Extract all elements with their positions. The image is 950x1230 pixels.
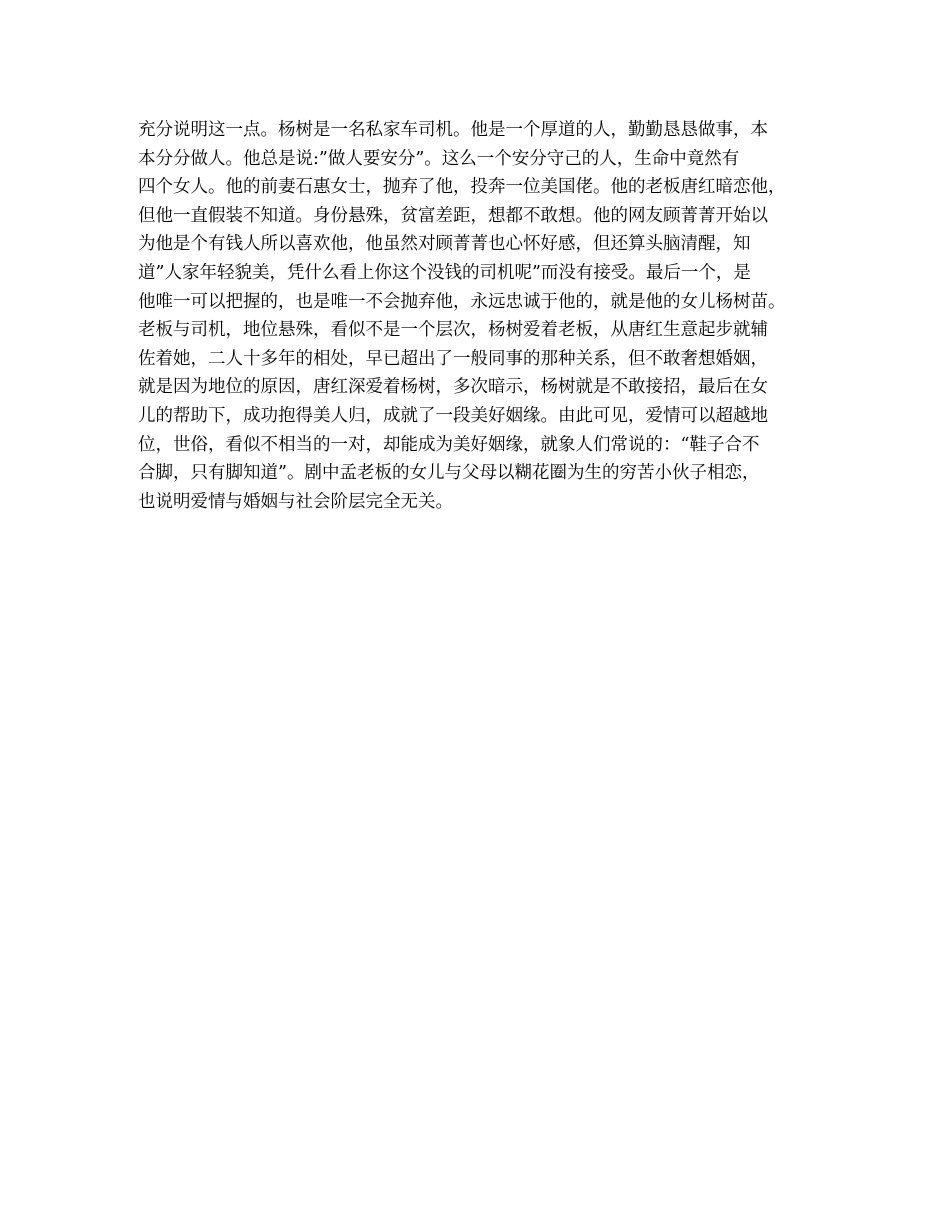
text-line: 也说明爱情与婚姻与社会阶层完全无关。 bbox=[138, 491, 453, 512]
text-line: 位，世俗，看似不相当的一对，却能成为美好姻缘，就象人们常说的：“鞋子合不 bbox=[138, 434, 760, 455]
body-paragraph bbox=[138, 116, 828, 516]
text-line: 佐着她，二人十多年的相处，早已超出了一般同事的那种关系，但不敢奢想婚姻， bbox=[138, 348, 768, 369]
text-line: 老板与司机，地位悬殊，看似不是一个层次，杨树爱着老板，从唐红生意起步就辅 bbox=[138, 320, 768, 341]
text-line: 本分分做人。他总是说:”做人要安分”。这么一个安分守己的人，生命中竟然有 bbox=[138, 148, 740, 169]
text-line: 儿的帮助下，成功抱得美人归，成就了一段美好姻缘。由此可见，爱情可以超越地 bbox=[138, 405, 768, 426]
text-line: 四个女人。他的前妻石惠女士，抛弃了他，投奔一位美国佬。他的老板唐红暗恋他， bbox=[138, 177, 786, 198]
text-line: 就是因为地位的原因，唐红深爱着杨树，多次暗示，杨树就是不敢接招，最后在女 bbox=[138, 377, 768, 398]
text-line: 道”人家年轻貌美，凭什么看上你这个没钱的司机呢”而没有接受。最后一个，是 bbox=[138, 262, 751, 283]
text-line: 但他一直假装不知道。身份悬殊，贫富差距，想都不敢想。他的网友顾菁菁开始以 bbox=[138, 205, 768, 226]
text-line: 他唯一可以把握的，也是唯一不会抛弃他，永远忠诚于他的，就是他的女儿杨树苗。 bbox=[138, 291, 786, 312]
text-line: 充分说明这一点。杨树是一名私家车司机。他是一个厚道的人，勤勤恳恳做事，本 bbox=[138, 120, 768, 140]
text-line: 为他是个有钱人所以喜欢他，他虽然对顾菁菁也心怀好感，但还算头脑清醒，知 bbox=[138, 234, 751, 255]
text-line: 合脚，只有脚知道”。剧中孟老板的女儿与父母以糊花圈为生的穷苦小伙子相恋， bbox=[138, 463, 760, 484]
